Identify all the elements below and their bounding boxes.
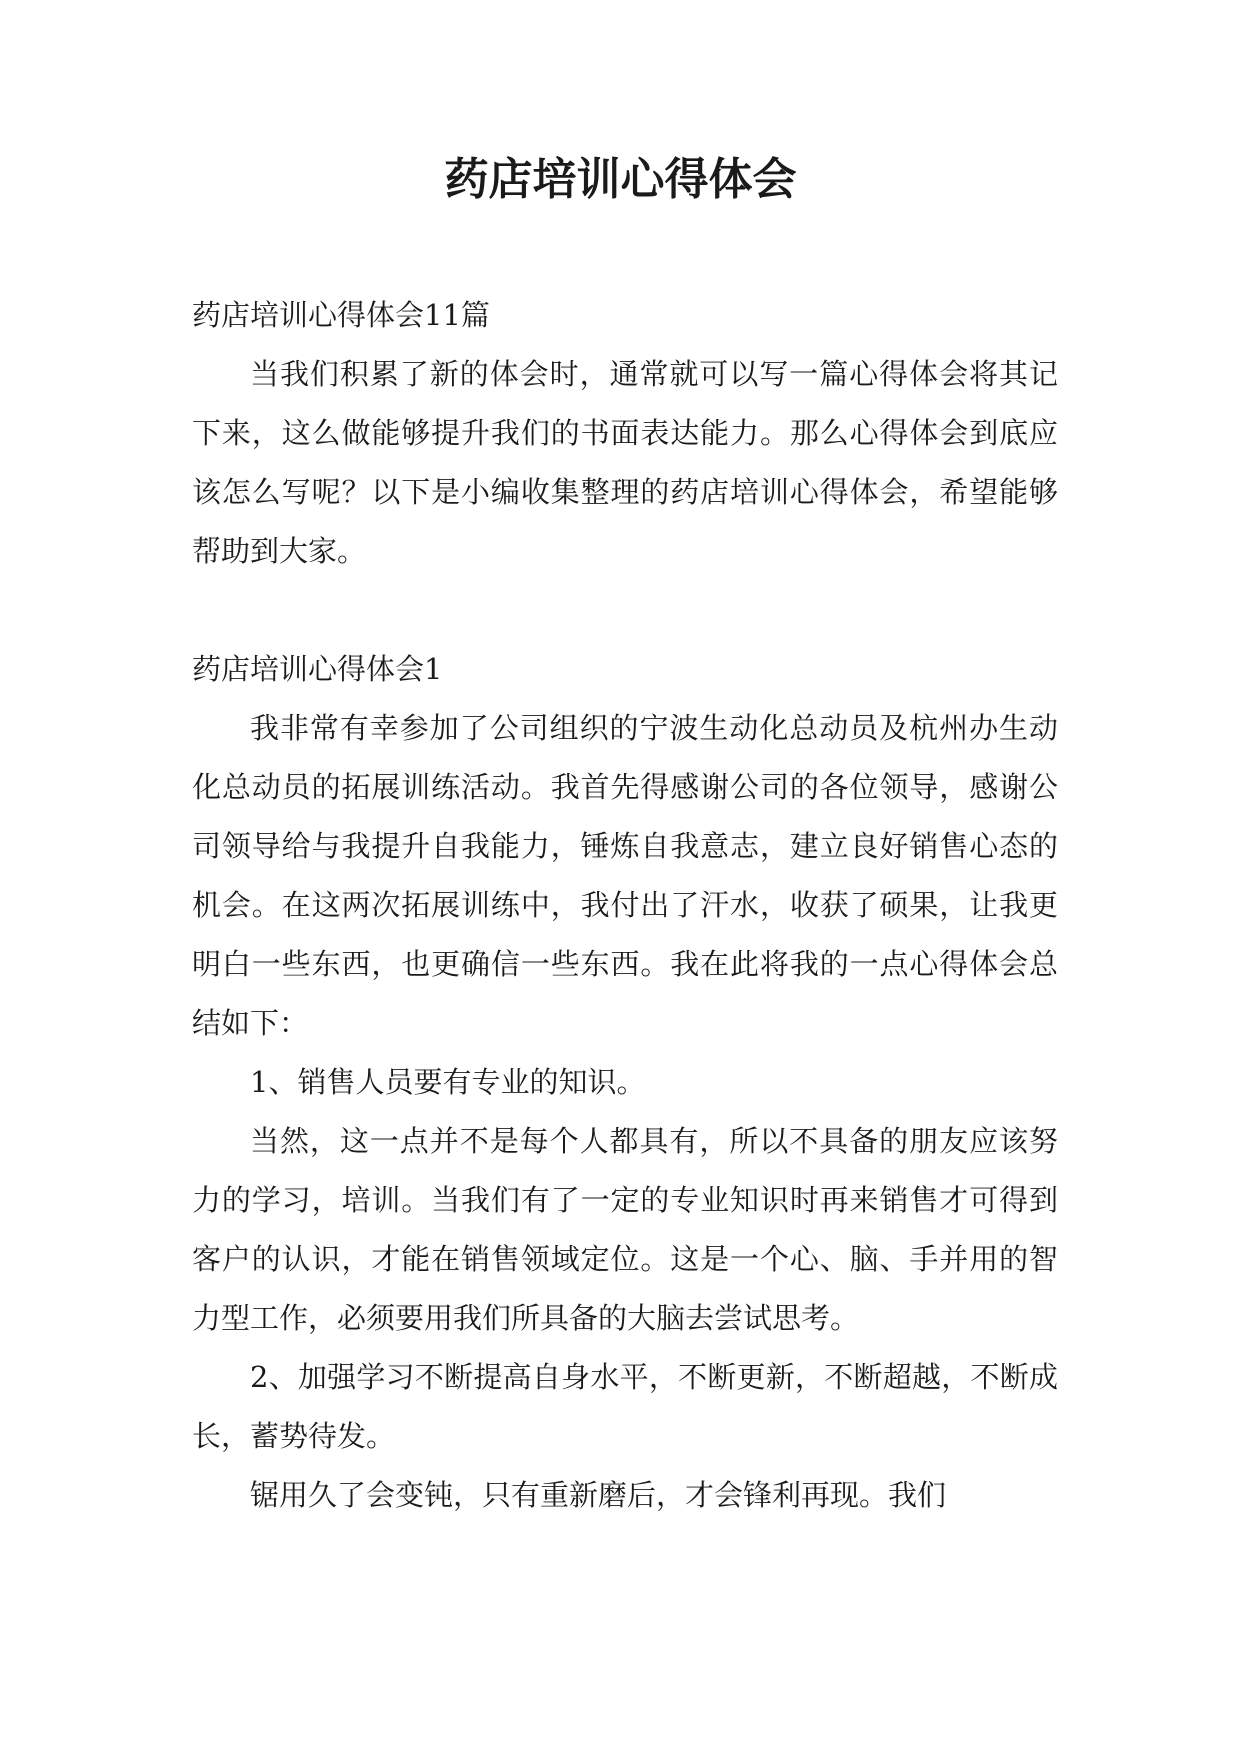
document-title: 药店培训心得体会 (444, 154, 797, 205)
body-paragraph: 2、加强学习不断提高自身水平，不断更新，不断超越，不断成长，蓄势待发。 (192, 1360, 1058, 1453)
section-heading: 药店培训心得体会1 (192, 652, 443, 686)
body-paragraph: 我非常有幸参加了公司组织的宁波生动化总动员及杭州办生动化总动员的拓展训练活动。我首先得感谢公司的各位领导，感谢公司领导给与我提升自我能力，锤炼自我意志，建立良好销售心态的机会。在这两次拓展训练中，我付出了汗水，收获了硕果，让我更明白一些东西，也更确信一些东西。我在此将我的一点心得体会总结如下： (192, 711, 1058, 1040)
body-paragraph: 1、销售人员要有专业的知识。 (250, 1065, 646, 1099)
body-paragraph: 锯用久了会变钝，只有重新磨后，才会锋利再现。我们 (250, 1478, 947, 1512)
intro-paragraph: 当我们积累了新的体会时，通常就可以写一篇心得体会将其记下来，这么做能够提升我们的书面表达能力。那么心得体会到底应该怎么写呢？以下是小编收集整理的药店培训心得体会，希望能够帮助到大家。 (192, 357, 1058, 568)
document-body (192, 286, 1058, 1525)
body-paragraph: 当然，这一点并不是每个人都具有，所以不具备的朋友应该努力的学习，培训。当我们有了一定的专业知识时再来销售才可得到客户的认识，才能在销售领域定位。这是一个心、脑、手并用的智力型工作，必须要用我们所具备的大脑去尝试思考。 (192, 1124, 1058, 1335)
document-subtitle: 药店培训心得体会11篇 (192, 298, 490, 332)
